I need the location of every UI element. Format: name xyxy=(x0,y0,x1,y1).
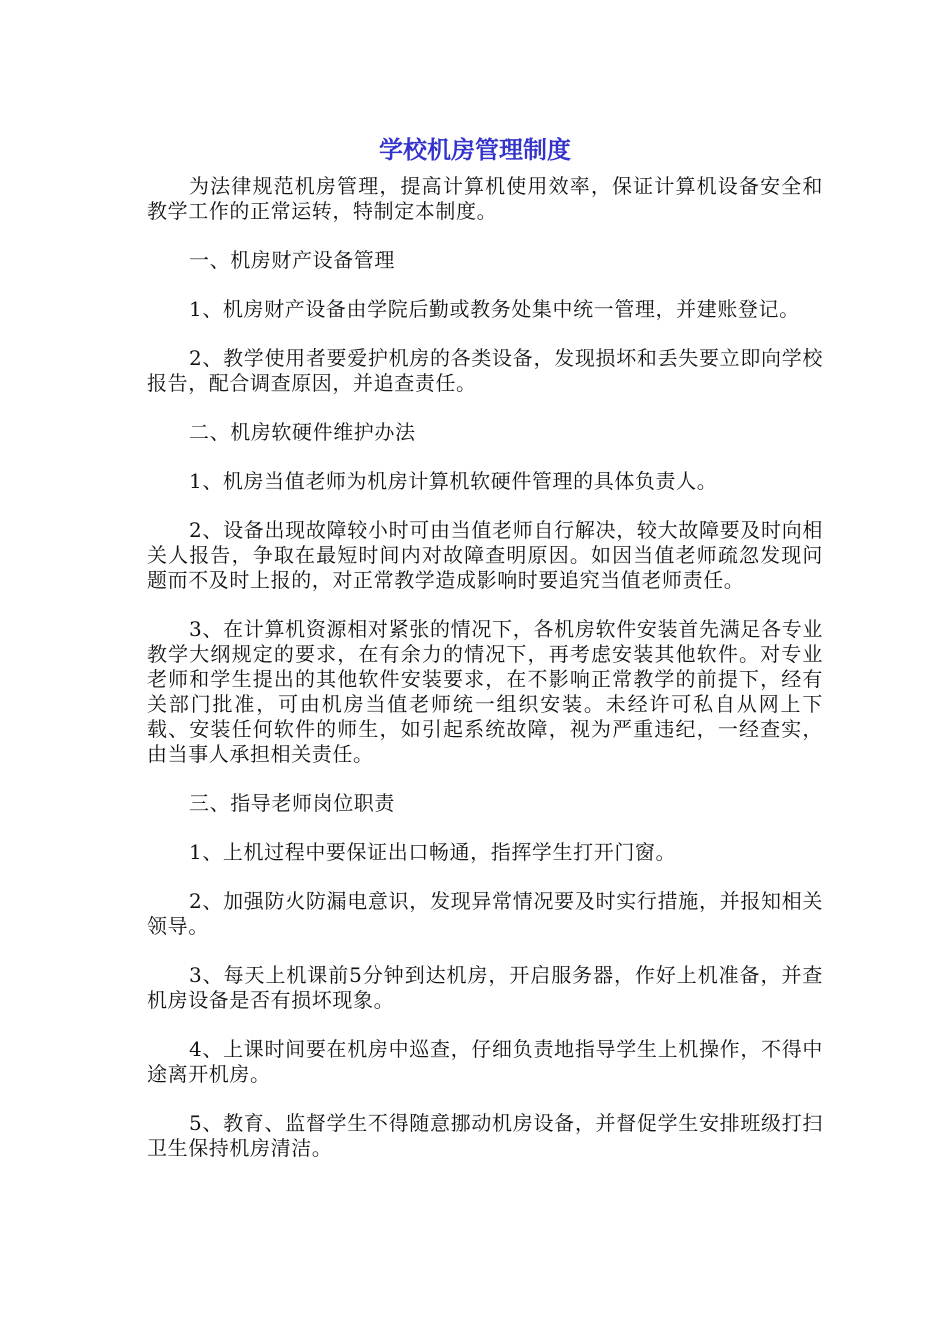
section2-item-1: 1、机房当值老师为机房计算机软硬件管理的具体负责人。 xyxy=(189,469,718,493)
document-title: 学校机房管理制度 xyxy=(379,136,571,164)
document-body xyxy=(147,174,823,1185)
section-heading-3: 三、指导老师岗位职责 xyxy=(189,791,395,815)
section2-item-3: 3、在计算机资源相对紧张的情况下，各机房软件安装首先满足各专业教学大纲规定的要求，在有余力的情况下，再考虑安装其他软件。对专业老师和学生提出的其他软件安装要求，在不影响正常教学的前提下，经有关部门批准，可由机房当值老师统一组织安装。未经许可私自从网上下载、安装任何软件的师生，如引起系统故障，视为严重违纪，一经查实，由当事人承担相关责任。 xyxy=(147,617,823,766)
section2-item-2: 2、设备出现故障较小时可由当值老师自行解决，较大故障要及时向相关人报告，争取在最短时间内对故障查明原因。如因当值老师疏忽发现问题而不及时上报的，对正常教学造成影响时要追究当值老师责任。 xyxy=(147,518,823,592)
section1-item-2: 2、教学使用者要爱护机房的各类设备，发现损坏和丢失要立即向学校报告，配合调查原因，并追查责任。 xyxy=(147,346,823,395)
section3-item-1: 1、上机过程中要保证出口畅通，指挥学生打开门窗。 xyxy=(189,840,677,864)
intro-paragraph: 为法律规范机房管理，提高计算机使用效率，保证计算机设备安全和教学工作的正常运转，特制定本制度。 xyxy=(147,174,823,223)
section3-item-3: 3、每天上机课前5分钟到达机房，开启服务器，作好上机准备，并查机房设备是否有损坏现象。 xyxy=(147,963,823,1012)
section-heading-1: 一、机房财产设备管理 xyxy=(189,248,395,272)
section3-item-5: 5、教育、监督学生不得随意挪动机房设备，并督促学生安排班级打扫卫生保持机房清洁。 xyxy=(147,1111,823,1160)
section-heading-2: 二、机房软硬件维护办法 xyxy=(189,420,416,444)
section3-item-2: 2、加强防火防漏电意识，发现异常情况要及时实行措施，并报知相关领导。 xyxy=(147,889,823,938)
section1-item-1: 1、机房财产设备由学院后勤或教务处集中统一管理，并建账登记。 xyxy=(189,297,800,321)
section3-item-4: 4、上课时间要在机房中巡查，仔细负责地指导学生上机操作，不得中途离开机房。 xyxy=(147,1037,823,1086)
